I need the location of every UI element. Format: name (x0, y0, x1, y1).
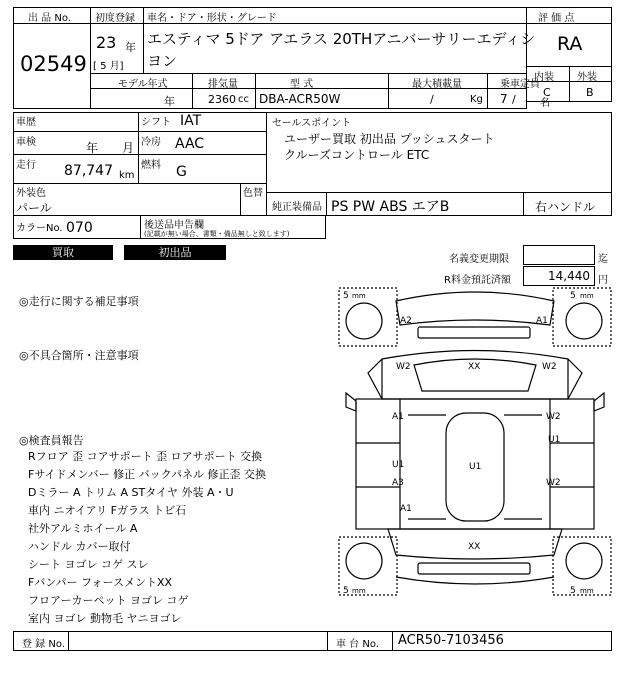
capacity-unit: 名 (540, 98, 550, 109)
exterior-grade: B (586, 86, 594, 99)
report-line: フロアーカーペット ヨゴレ コゲ (28, 594, 189, 607)
damage-mark: A3 (392, 478, 404, 488)
car-name-continued: ヨン (147, 52, 178, 70)
damage-mark: XX (468, 542, 481, 552)
history-label: 車歴 (16, 117, 36, 128)
sales-point-line-1: ユーザー買取 初出品 プッシュスタート (284, 132, 495, 146)
max-load-label: 最大積載量 (412, 79, 462, 90)
lot-number-label: 出 品 No. (28, 13, 71, 24)
tire-unit: mm (580, 587, 594, 595)
capacity-value: 7 (500, 92, 508, 106)
sales-point-line-2: クルーズコントロール ETC (284, 148, 430, 162)
grade-value: RA (557, 33, 583, 55)
tire-unit: mm (580, 292, 594, 300)
report-line: 車内 ニオイアリ Fガラス トビ石 (28, 504, 187, 517)
name-change-box (523, 245, 595, 265)
damage-mark: W2 (546, 478, 561, 488)
report-line: Fバンパー フォースメントXX (28, 576, 173, 589)
ac-value: AAC (175, 136, 205, 152)
shift-label: シフト (141, 117, 171, 128)
report-line: シート ヨゴレ コゲ スレ (28, 558, 149, 571)
report-line: Fサイドメンバー 修正 バックパネル 修正歪 交換 (28, 468, 267, 481)
equipment-label: 純正装備品 (272, 202, 322, 213)
details-block (13, 112, 267, 184)
name-change-label: 名義変更期限 (449, 254, 509, 265)
exterior-label: 外装 (577, 72, 597, 83)
tag-first-listing: 初出品 (124, 245, 226, 260)
tire-unit: mm (352, 292, 366, 300)
damage-mark: U1 (548, 435, 561, 445)
inspection-label: 車検 (16, 137, 36, 148)
report-line: 室内 ヨゴレ 動物毛 ヤニヨゴレ (28, 612, 182, 625)
report-line: Dミラー A トリム A STタイヤ 外装 A・U (28, 486, 234, 499)
car-name-label: 車名・ドア・形状・グレード (147, 13, 277, 24)
recycle-fee-value: 14,440 (548, 269, 590, 283)
tire-tread-top-right: 5 (570, 291, 576, 301)
chassis-number-label: 車 台 No. (336, 639, 379, 650)
report-line: 社外アルミホイール A (28, 522, 138, 535)
model-year-label: モデル年式 (118, 79, 168, 90)
registration-month: [ 5 月] (93, 61, 124, 72)
mileage-value: 87,747 (64, 163, 113, 179)
inspection-year: 年 (86, 141, 99, 155)
fuel-label: 燃料 (141, 160, 161, 171)
mileage-label: 走行 (16, 160, 36, 171)
name-change-unit: 迄 (598, 254, 608, 265)
recycle-fee-unit: 円 (598, 275, 608, 286)
displacement-label: 排気量 (208, 79, 238, 90)
interior-label: 内装 (534, 72, 554, 83)
report-line: Rフロア 歪 コアサポート 歪 ロアサポート 交換 (28, 450, 263, 463)
tire-unit: mm (352, 587, 366, 595)
equipment-value: PS PW ABS エアB (331, 199, 450, 215)
docs-note: (記載が無い場合、書類・備品無しと致します) (144, 230, 290, 238)
tag-buyback: 買取 (13, 245, 113, 260)
grade-label: 評 価 点 (538, 13, 575, 24)
damage-mark: W2 (542, 362, 557, 372)
displacement-unit: cc (238, 94, 249, 105)
docs-label: 後送品申告欄 (144, 220, 204, 231)
displacement-value: 2360 (208, 93, 236, 106)
damage-mark: A1 (536, 316, 548, 326)
fuel-value: G (176, 164, 187, 180)
damage-mark: A2 (400, 316, 412, 326)
damage-mark: U1 (469, 462, 482, 472)
lot-number: 02549 (20, 52, 87, 76)
driving-notes-label: ◎走行に関する補足事項 (19, 295, 139, 308)
tire-tread-bottom-left: 5 (343, 586, 349, 596)
ac-label: 冷房 (141, 137, 161, 148)
interior-grade: C (543, 86, 551, 99)
registration-year: 23 (96, 33, 117, 52)
capacity-label: 乗車定員 (500, 79, 540, 90)
color-change-label: 色替 (243, 188, 263, 199)
chassis-number-value: ACR50-7103456 (398, 633, 504, 648)
mileage-unit: km (119, 170, 135, 181)
car-damage-diagram (338, 287, 612, 597)
model-year-unit: 年 (164, 95, 175, 108)
inspector-report-label: ◎検査員報告 (19, 434, 84, 447)
registration-year-unit: 年 (125, 41, 136, 54)
car-name: エスティマ 5ドア アエラス 20THアニバーサリーエディシ (147, 30, 536, 48)
capacity-separator: / (512, 93, 516, 106)
exterior-color-value: パール (16, 201, 52, 215)
sales-point-label: セールスポイント (272, 118, 352, 129)
damage-mark: U1 (392, 460, 405, 470)
damage-mark: XX (468, 362, 481, 372)
inspection-month: 月 (122, 141, 135, 155)
handle-side: 右ハンドル (535, 200, 596, 214)
type-label: 型 式 (290, 79, 314, 90)
damage-mark: A1 (392, 412, 404, 422)
damage-mark: W2 (546, 412, 561, 422)
tire-tread-bottom-right: 5 (570, 586, 576, 596)
defects-notes-label: ◎不具合箇所・注意事項 (19, 349, 139, 362)
damage-mark: W2 (396, 362, 411, 372)
recycle-fee-label: R料金預託済額 (444, 275, 511, 286)
color-number-label: カラーNo. (16, 223, 63, 234)
damage-mark: A1 (400, 504, 412, 514)
max-load-separator: / (430, 93, 434, 106)
tire-tread-top-left: 5 (343, 291, 349, 301)
report-line: ハンドル カバー取付 (28, 540, 131, 553)
exterior-color-label: 外装色 (16, 188, 46, 199)
max-load-unit: Kg (470, 94, 483, 105)
type-value: DBA-ACR50W (259, 92, 341, 106)
shift-value: IAT (180, 113, 202, 129)
registration-number-label: 登 録 No. (22, 639, 65, 650)
color-number-value: 070 (66, 220, 93, 236)
first-registration-label: 初度登録 (95, 13, 135, 24)
